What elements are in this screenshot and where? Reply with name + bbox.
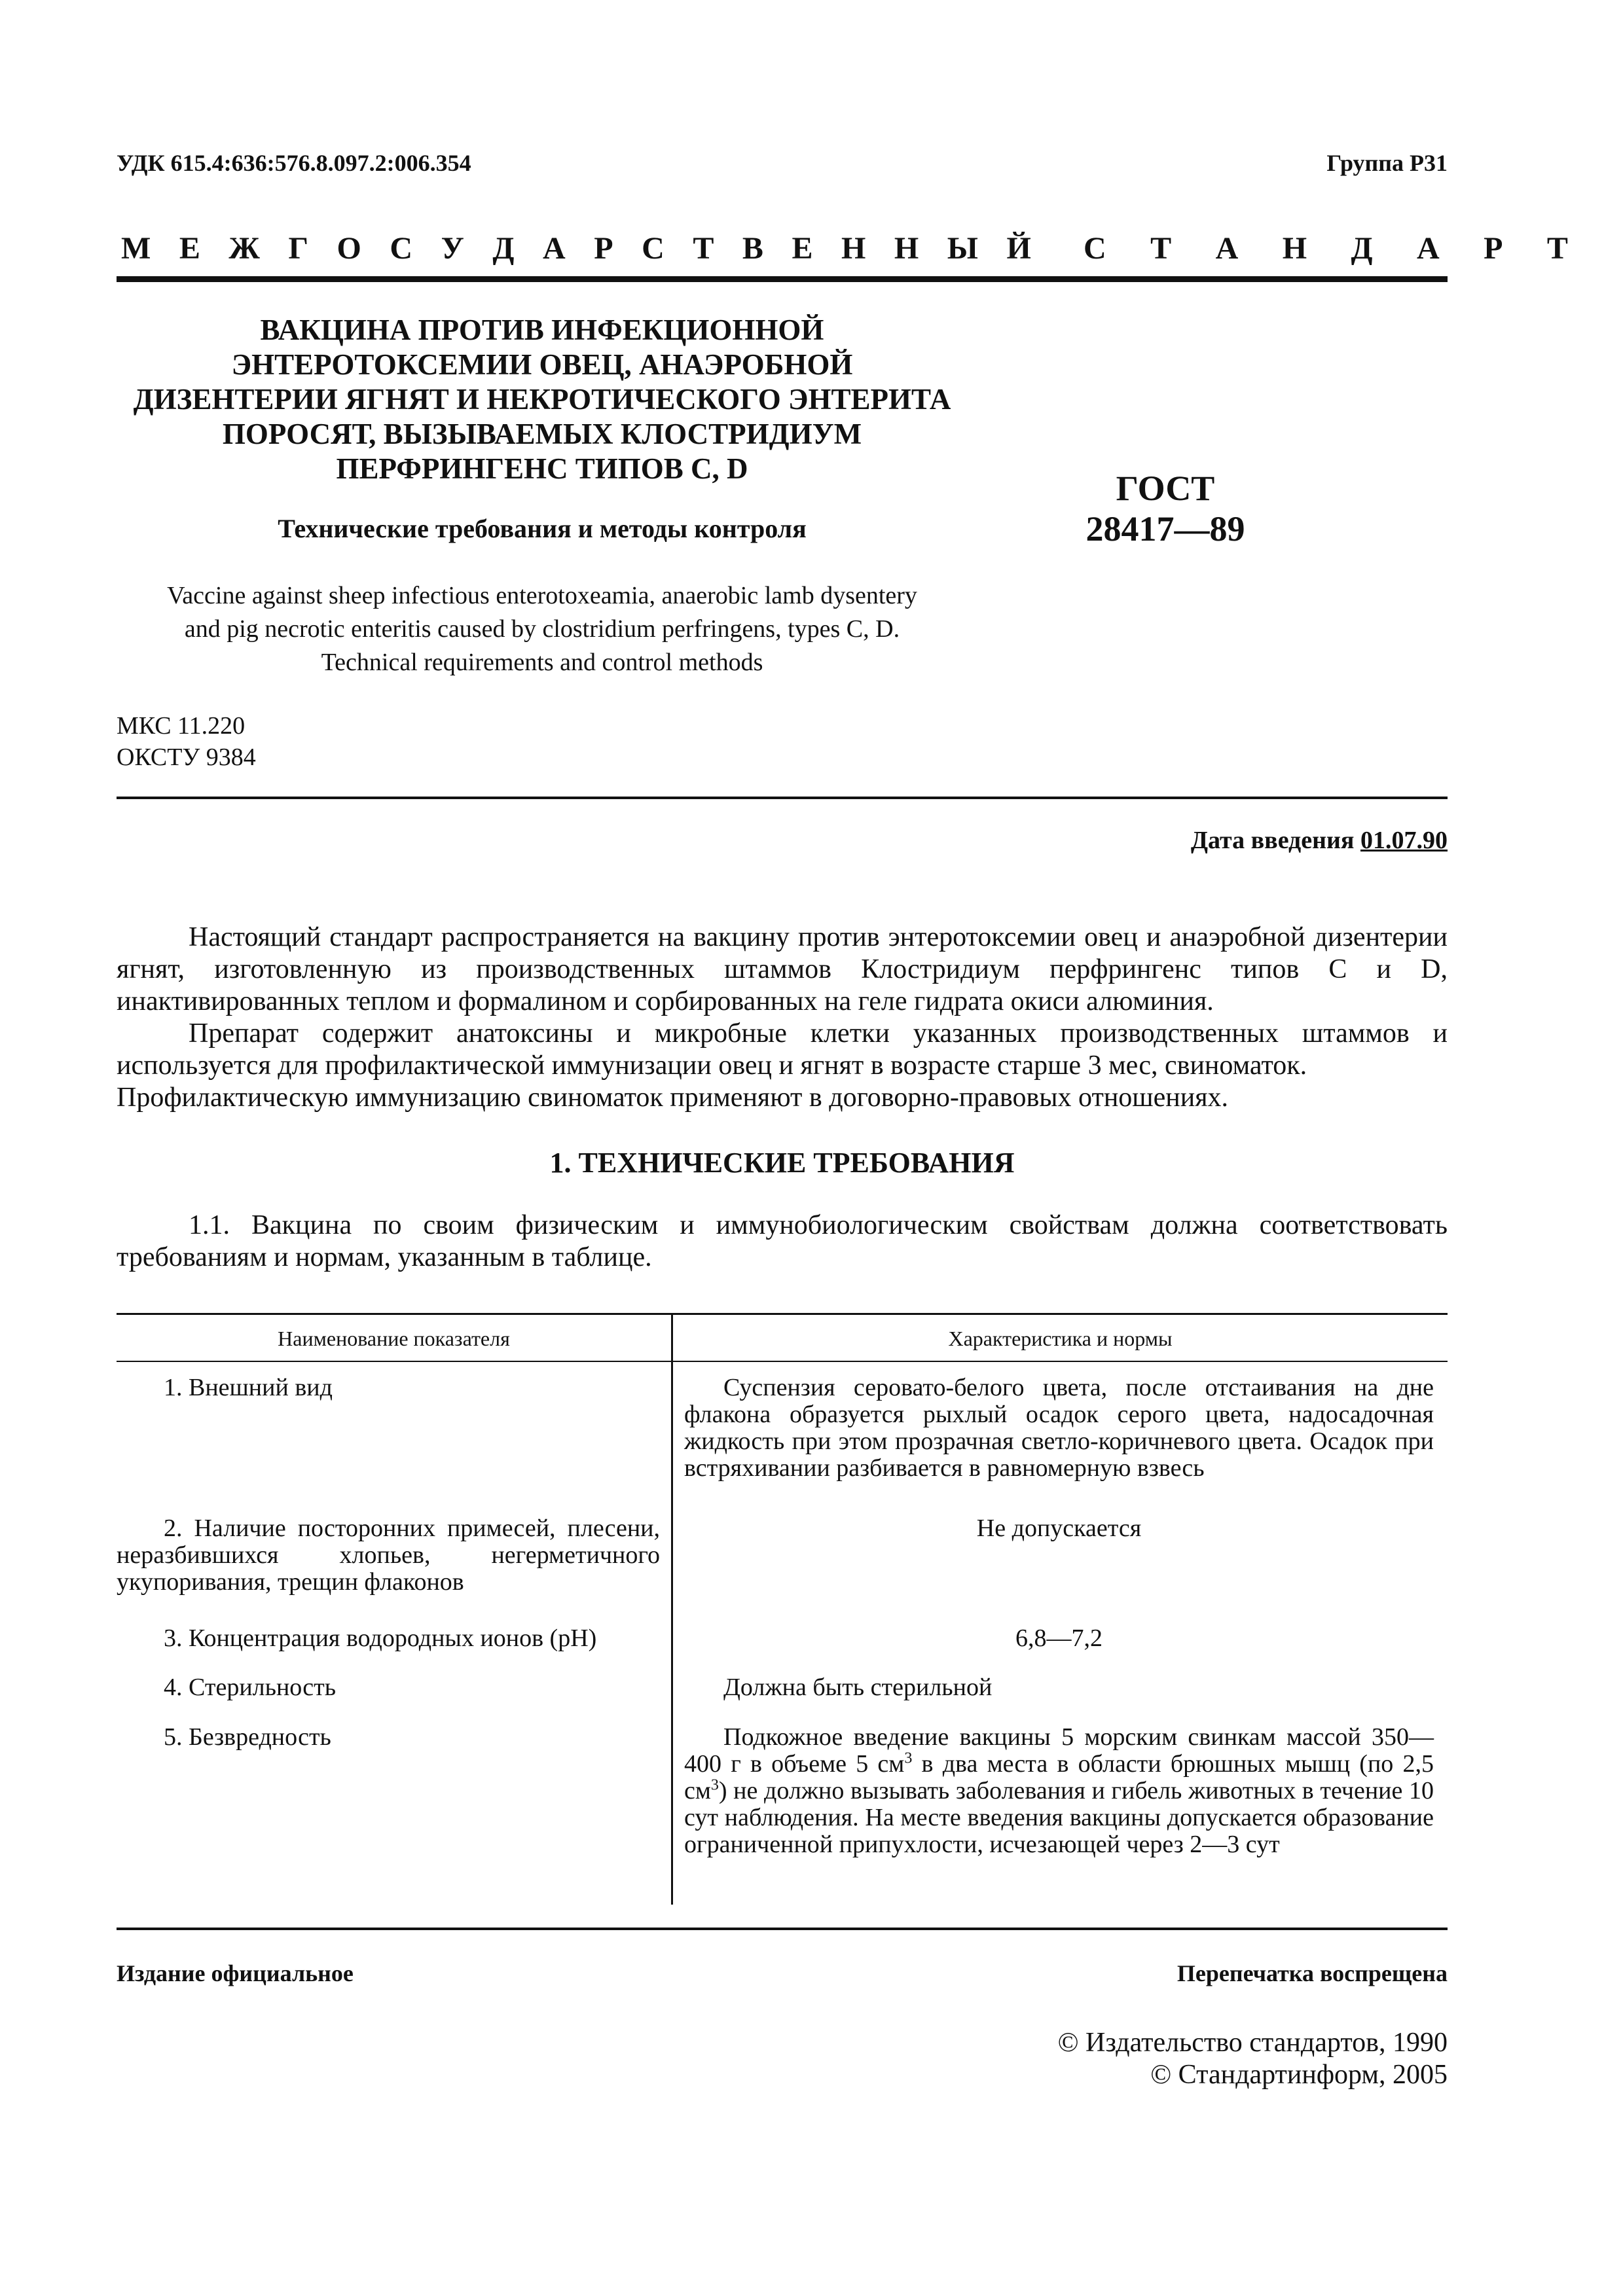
table-row-value <box>684 1724 1434 1858</box>
okstu-code: ОКСТУ 9384 <box>117 744 256 771</box>
group-code: Группа Р31 <box>1326 150 1448 176</box>
table-top-rule <box>117 1313 1448 1315</box>
copyright-line: © Стандартинформ, 2005 <box>1150 2060 1448 2090</box>
heading-letter: Ж <box>228 231 260 266</box>
heading-letter: С <box>642 231 665 266</box>
table-row-name: 4. Стерильность <box>164 1674 337 1701</box>
table-header-name: Наименование показателя <box>278 1327 510 1350</box>
reprint-prohibited: Перепечатка воспрещена <box>1176 1960 1448 1986</box>
heading-letter: Т <box>1150 231 1172 266</box>
heading-letter: Ы <box>947 231 978 266</box>
paragraph-1-1: 1.1. Вакцина по своим физическим и иммунобиологическим свойствам должна соответствовать требованиям и нормам, указанным в таблице. <box>117 1210 1448 1272</box>
table-row-value: Должна быть стерильной <box>723 1674 993 1701</box>
table-row-name: 5. Безвредность <box>164 1723 331 1751</box>
copyright-line: © Издательство стандартов, 1990 <box>1057 2028 1448 2058</box>
superscript: 3 <box>904 1749 913 1767</box>
intro-date-label: Дата введения <box>1190 827 1355 854</box>
table-row-value: 6,8—7,2 <box>1015 1624 1103 1652</box>
superscript: 3 <box>710 1776 719 1794</box>
heading-letter: В <box>742 231 763 266</box>
table-row-name: 3. Концентрация водородных ионов (рН) <box>164 1624 597 1652</box>
heading-letter: М <box>121 231 151 266</box>
heading-letter: А <box>1417 231 1440 266</box>
udk-code: УДК 615.4:636:576.8.097.2:006.354 <box>117 150 471 176</box>
gost-number: 28417—89 <box>1085 509 1245 548</box>
heading-letter: Й <box>1006 231 1031 266</box>
heading-letter: С <box>390 231 413 266</box>
title-line: ПОРОСЯТ, ВЫЗЫВАЕМЫХ КЛОСТРИДИУМ <box>222 418 862 450</box>
heading-letter: Е <box>179 231 200 266</box>
heading-letter: Е <box>792 231 813 266</box>
paragraph-sows: Профилактическую иммунизацию свиноматок применяют в договорно-правовых отношениях. <box>117 1083 1229 1113</box>
document-title <box>117 313 968 486</box>
title-line: ДИЗЕНТЕРИИ ЯГНЯТ И НЕКРОТИЧЕСКОГО ЭНТЕРИТА <box>133 383 951 416</box>
table-row-name: 2. Наличие посторонних примесей, плесени, неразбившихся хлопьев, негерметичного укупоривания, трещин флаконов <box>117 1515 660 1596</box>
mks-code: МКС 11.220 <box>117 712 246 740</box>
heading-letter: Г <box>288 231 308 266</box>
english-title <box>117 579 968 679</box>
heading-word-standard <box>1084 230 1568 266</box>
heading-letter: А <box>1215 231 1239 266</box>
table-header-value: Характеристика и нормы <box>948 1327 1173 1350</box>
table-column-divider <box>671 1313 673 1905</box>
title-line: ВАКЦИНА ПРОТИВ ИНФЕКЦИОННОЙ <box>260 314 824 346</box>
official-edition: Издание официальное <box>117 1960 354 1986</box>
section-title: 1. ТЕХНИЧЕСКИЕ ТРЕБОВАНИЯ <box>549 1147 1015 1179</box>
header-rule <box>117 276 1448 282</box>
heading-letter: Р <box>1484 231 1503 266</box>
heading-letter: Д <box>1351 231 1373 266</box>
copyright-block <box>1058 2027 1448 2091</box>
english-title-line: Vaccine against sheep infectious enterotoxeamia, anaerobic lamb dysentery <box>167 582 917 609</box>
paragraph-scope: Настоящий стандарт распространяется на вакцину против энтеротоксемии овец и анаэробной дизентерии ягнят, изготовленную из производственных штаммов Клостридиум перфрингенс типов С и D, инактивированных теплом и формалином и сорбированных на геле гидрата окиси алюминия. <box>117 922 1448 1016</box>
table-row-value: Не допускается <box>976 1515 1142 1542</box>
heading-letter: У <box>441 231 464 266</box>
heading-letter: С <box>1084 231 1106 266</box>
document-subtitle: Технические требования и методы контроля <box>278 514 807 543</box>
heading-letter: Н <box>894 231 919 266</box>
harmlessness-text: в два места в области брюшных мышц (по 2,5 см <box>684 1750 1434 1804</box>
heading-letter: О <box>337 231 361 266</box>
heading-letter: Т <box>693 231 714 266</box>
title-line: ПЕРФРИНГЕНС ТИПОВ С, D <box>336 452 748 485</box>
harmlessness-text: Подкожное введение вакцины 5 морским свинкам массой 350—400 г в объеме 5 см <box>684 1723 1434 1778</box>
heading-letter: Т <box>1546 231 1568 266</box>
heading-letter: Н <box>841 231 866 266</box>
english-title-line: Technical requirements and control methods <box>321 649 763 676</box>
heading-letter: Д <box>492 231 515 266</box>
heading-word-interstate <box>121 230 1031 266</box>
intro-date-value: 01.07.90 <box>1360 827 1448 854</box>
classification-codes <box>117 710 256 773</box>
intro-date <box>1191 826 1448 855</box>
table-header-rule <box>117 1361 1448 1362</box>
english-title-line: and pig necrotic enteritis caused by clostridium perfringens, types C, D. <box>184 615 900 643</box>
harmlessness-text: ) не должно вызывать заболевания и гибель животных в течение 10 сут наблюдения. На месте введения вакцины допускается образование ограниченной припухлости, исчезающей через 2—3 сут <box>684 1777 1434 1858</box>
table-row-name: 1. Внешний вид <box>164 1374 333 1401</box>
title-line: ЭНТЕРОТОКСЕМИИ ОВЕЦ, АНАЭРОБНОЙ <box>231 348 853 381</box>
gost-designation <box>1048 468 1283 549</box>
table-bottom-rule <box>117 1928 1448 1930</box>
heading-letter: Р <box>594 231 613 266</box>
table-row-value: Суспензия серовато-белого цвета, после отстаивания на дне флакона образуется рыхлый осадок серого цвета, надосадочная жидкость при этом прозрачная светло-коричневого цвета. Осадок при встряхивании разбивается в равномерную взвесь <box>684 1374 1434 1482</box>
heading-letter: А <box>543 231 566 266</box>
title-block-rule <box>117 797 1448 799</box>
gost-label: ГОСТ <box>1116 469 1215 508</box>
paragraph-composition: Препарат содержит анатоксины и микробные клетки указанных производственных штаммов и используется для профилактической иммунизации овец и ягнят в возрасте старше 3 мес, свиноматок. <box>117 1018 1448 1081</box>
heading-letter: Н <box>1282 231 1307 266</box>
